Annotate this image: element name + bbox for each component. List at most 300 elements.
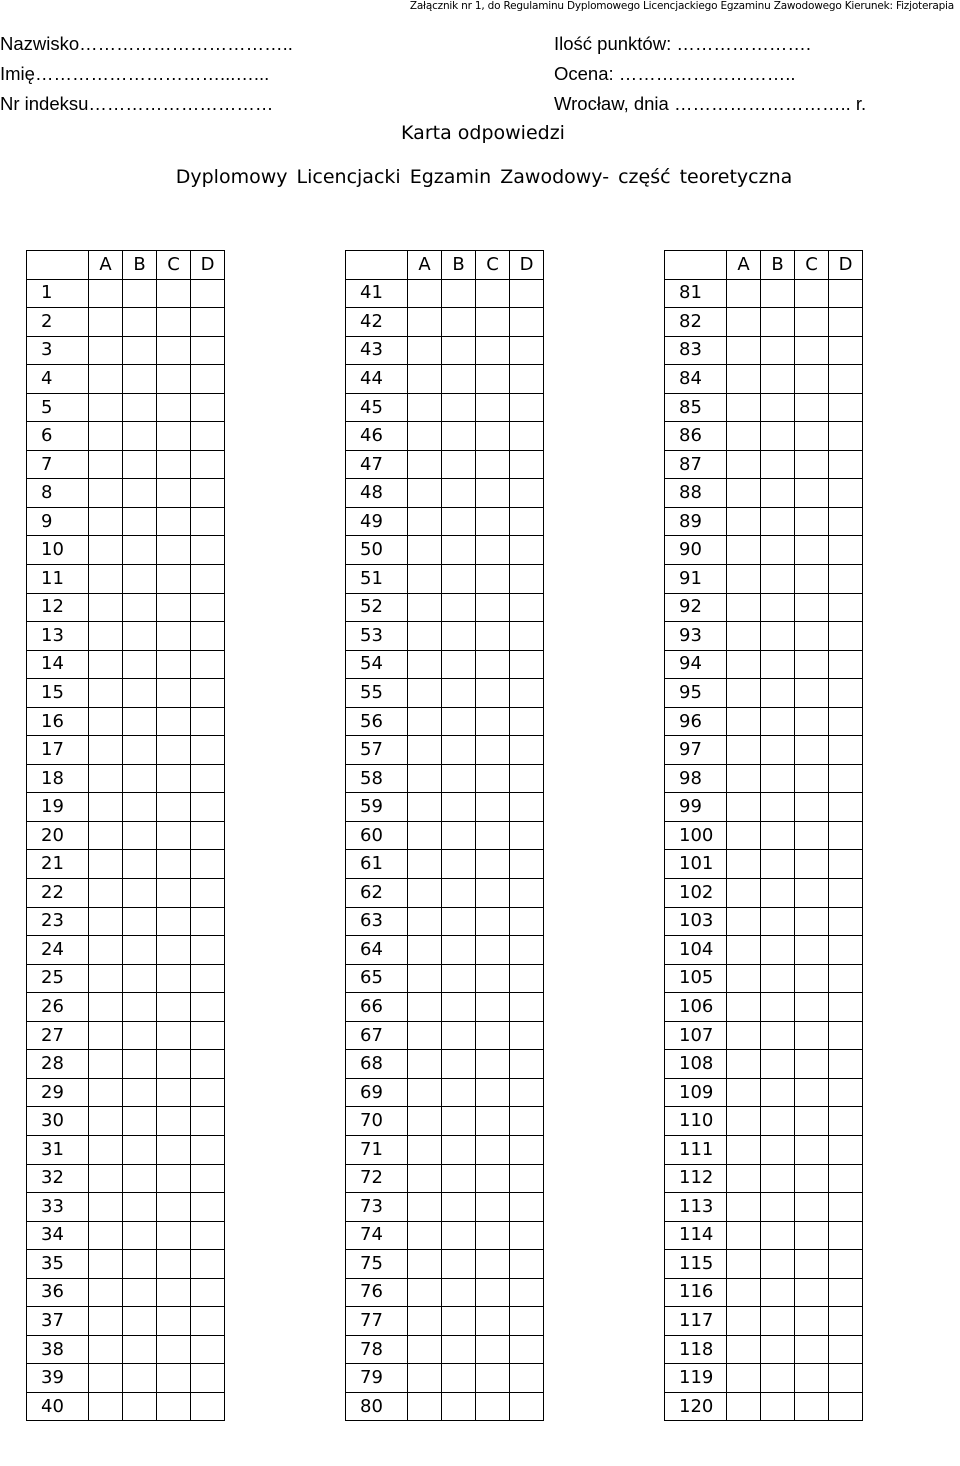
answer-cell-c[interactable] [476,907,510,936]
answer-cell-c[interactable] [795,308,829,337]
answer-cell-c[interactable] [157,336,191,365]
answer-cell-c[interactable] [157,1078,191,1107]
answer-cell-b[interactable] [123,964,157,993]
answer-cell-d[interactable] [829,964,863,993]
grade-field[interactable]: Ocena: ……………………….. [554,63,796,84]
answer-cell-b[interactable] [442,907,476,936]
answer-cell-c[interactable] [795,1164,829,1193]
answer-cell-a[interactable] [408,1021,442,1050]
answer-cell-a[interactable] [89,764,123,793]
answer-cell-b[interactable] [123,308,157,337]
answer-cell-b[interactable] [123,565,157,594]
answer-cell-d[interactable] [510,1221,544,1250]
answer-cell-b[interactable] [123,536,157,565]
answer-cell-d[interactable] [510,793,544,822]
answer-cell-b[interactable] [442,1078,476,1107]
answer-cell-a[interactable] [89,393,123,422]
answer-cell-b[interactable] [442,993,476,1022]
answer-cell-a[interactable] [408,393,442,422]
answer-cell-c[interactable] [476,593,510,622]
answer-cell-d[interactable] [191,707,225,736]
answer-cell-a[interactable] [89,279,123,308]
answer-cell-d[interactable] [829,1107,863,1136]
answer-cell-d[interactable] [829,308,863,337]
answer-cell-d[interactable] [829,622,863,651]
answer-cell-d[interactable] [829,650,863,679]
answer-cell-a[interactable] [408,793,442,822]
answer-cell-d[interactable] [510,707,544,736]
answer-cell-d[interactable] [191,1050,225,1079]
answer-cell-c[interactable] [795,1050,829,1079]
answer-cell-c[interactable] [157,650,191,679]
answer-cell-b[interactable] [761,622,795,651]
answer-cell-c[interactable] [157,479,191,508]
answer-cell-b[interactable] [761,879,795,908]
answer-cell-a[interactable] [89,1135,123,1164]
answer-cell-a[interactable] [408,622,442,651]
answer-cell-b[interactable] [123,821,157,850]
answer-cell-d[interactable] [510,1135,544,1164]
answer-cell-d[interactable] [191,1307,225,1336]
answer-cell-d[interactable] [191,850,225,879]
answer-cell-b[interactable] [761,565,795,594]
answer-cell-c[interactable] [157,850,191,879]
answer-cell-b[interactable] [123,1135,157,1164]
answer-cell-c[interactable] [795,821,829,850]
answer-cell-c[interactable] [476,764,510,793]
answer-cell-c[interactable] [157,707,191,736]
answer-cell-b[interactable] [123,1164,157,1193]
answer-cell-d[interactable] [510,736,544,765]
answer-cell-a[interactable] [408,879,442,908]
answer-cell-b[interactable] [761,479,795,508]
answer-cell-c[interactable] [476,1335,510,1364]
answer-cell-d[interactable] [829,707,863,736]
answer-cell-c[interactable] [795,365,829,394]
answer-cell-c[interactable] [157,1307,191,1336]
answer-cell-a[interactable] [408,1364,442,1393]
answer-cell-a[interactable] [727,821,761,850]
answer-cell-b[interactable] [761,1250,795,1279]
answer-cell-b[interactable] [442,821,476,850]
answer-cell-d[interactable] [829,393,863,422]
answer-cell-a[interactable] [727,964,761,993]
answer-cell-b[interactable] [123,1335,157,1364]
answer-cell-b[interactable] [442,622,476,651]
answer-cell-d[interactable] [510,1364,544,1393]
answer-cell-d[interactable] [191,1107,225,1136]
answer-cell-b[interactable] [123,936,157,965]
answer-cell-c[interactable] [157,565,191,594]
answer-cell-b[interactable] [123,1250,157,1279]
answer-cell-b[interactable] [761,593,795,622]
answer-cell-b[interactable] [123,279,157,308]
answer-cell-b[interactable] [442,507,476,536]
answer-cell-b[interactable] [761,536,795,565]
answer-cell-d[interactable] [510,450,544,479]
answer-cell-b[interactable] [123,793,157,822]
answer-cell-b[interactable] [442,308,476,337]
answer-cell-d[interactable] [829,422,863,451]
answer-cell-c[interactable] [795,1078,829,1107]
answer-cell-a[interactable] [727,707,761,736]
answer-cell-c[interactable] [476,565,510,594]
answer-cell-b[interactable] [761,308,795,337]
answer-cell-a[interactable] [89,907,123,936]
answer-cell-a[interactable] [727,1021,761,1050]
answer-cell-a[interactable] [89,1278,123,1307]
answer-cell-c[interactable] [476,707,510,736]
answer-cell-a[interactable] [408,479,442,508]
answer-cell-d[interactable] [510,308,544,337]
answer-cell-c[interactable] [157,736,191,765]
answer-cell-a[interactable] [727,336,761,365]
answer-cell-b[interactable] [442,1392,476,1421]
answer-cell-c[interactable] [157,507,191,536]
answer-cell-c[interactable] [476,1250,510,1279]
answer-cell-c[interactable] [476,736,510,765]
answer-cell-d[interactable] [829,479,863,508]
answer-cell-b[interactable] [123,1050,157,1079]
answer-cell-b[interactable] [761,936,795,965]
answer-cell-b[interactable] [761,1364,795,1393]
answer-cell-d[interactable] [191,479,225,508]
answer-cell-d[interactable] [829,507,863,536]
answer-cell-a[interactable] [408,907,442,936]
answer-cell-c[interactable] [795,1193,829,1222]
answer-cell-c[interactable] [795,907,829,936]
answer-cell-d[interactable] [829,879,863,908]
answer-cell-c[interactable] [795,650,829,679]
answer-cell-a[interactable] [89,565,123,594]
answer-cell-a[interactable] [727,565,761,594]
answer-cell-a[interactable] [89,1107,123,1136]
answer-cell-c[interactable] [795,964,829,993]
answer-cell-b[interactable] [123,450,157,479]
answer-cell-a[interactable] [89,650,123,679]
answer-cell-d[interactable] [510,279,544,308]
answer-cell-d[interactable] [191,593,225,622]
answer-cell-d[interactable] [191,336,225,365]
answer-cell-c[interactable] [795,1135,829,1164]
answer-cell-b[interactable] [761,964,795,993]
answer-cell-c[interactable] [795,565,829,594]
answer-cell-b[interactable] [442,1107,476,1136]
answer-cell-b[interactable] [442,422,476,451]
answer-cell-b[interactable] [123,336,157,365]
answer-cell-d[interactable] [829,764,863,793]
answer-cell-b[interactable] [442,936,476,965]
answer-cell-a[interactable] [408,1221,442,1250]
answer-cell-b[interactable] [761,365,795,394]
answer-cell-a[interactable] [727,1107,761,1136]
answer-cell-a[interactable] [408,679,442,708]
answer-cell-d[interactable] [829,936,863,965]
answer-cell-d[interactable] [829,565,863,594]
answer-cell-c[interactable] [476,1135,510,1164]
answer-cell-b[interactable] [123,1193,157,1222]
answer-cell-c[interactable] [795,593,829,622]
answer-cell-b[interactable] [123,393,157,422]
answer-cell-c[interactable] [476,1193,510,1222]
answer-cell-c[interactable] [157,1193,191,1222]
city-date-field[interactable]: Wrocław, dnia ……………………….. r. [554,93,867,114]
answer-cell-c[interactable] [157,1021,191,1050]
answer-cell-c[interactable] [476,821,510,850]
answer-cell-a[interactable] [408,964,442,993]
answer-cell-c[interactable] [795,1021,829,1050]
answer-cell-d[interactable] [191,1250,225,1279]
answer-cell-b[interactable] [761,736,795,765]
answer-cell-c[interactable] [795,422,829,451]
answer-cell-a[interactable] [89,793,123,822]
answer-cell-c[interactable] [795,850,829,879]
answer-cell-b[interactable] [761,450,795,479]
answer-cell-a[interactable] [89,336,123,365]
answer-cell-d[interactable] [510,964,544,993]
answer-cell-d[interactable] [191,879,225,908]
answer-cell-a[interactable] [727,850,761,879]
answer-cell-d[interactable] [829,1135,863,1164]
answer-cell-b[interactable] [442,1335,476,1364]
answer-cell-d[interactable] [829,536,863,565]
answer-cell-a[interactable] [727,1250,761,1279]
answer-cell-c[interactable] [476,850,510,879]
answer-cell-a[interactable] [727,479,761,508]
answer-cell-a[interactable] [89,622,123,651]
answer-cell-a[interactable] [727,1307,761,1336]
answer-cell-a[interactable] [89,593,123,622]
answer-cell-d[interactable] [510,1250,544,1279]
answer-cell-a[interactable] [408,336,442,365]
answer-cell-b[interactable] [761,422,795,451]
answer-cell-a[interactable] [727,1050,761,1079]
answer-cell-d[interactable] [510,764,544,793]
answer-cell-b[interactable] [442,1221,476,1250]
answer-cell-d[interactable] [191,793,225,822]
answer-cell-d[interactable] [829,593,863,622]
answer-cell-a[interactable] [727,1193,761,1222]
answer-cell-a[interactable] [727,1392,761,1421]
answer-cell-d[interactable] [510,1050,544,1079]
answer-cell-b[interactable] [442,850,476,879]
answer-cell-b[interactable] [442,393,476,422]
answer-cell-d[interactable] [191,1392,225,1421]
answer-cell-a[interactable] [408,1164,442,1193]
surname-field[interactable]: Nazwisko…………………………….. [0,33,293,54]
answer-cell-a[interactable] [89,450,123,479]
answer-cell-d[interactable] [829,821,863,850]
answer-cell-a[interactable] [408,1307,442,1336]
answer-cell-b[interactable] [761,707,795,736]
answer-cell-c[interactable] [795,993,829,1022]
answer-cell-d[interactable] [191,936,225,965]
answer-cell-a[interactable] [89,850,123,879]
answer-cell-d[interactable] [510,1335,544,1364]
answer-cell-d[interactable] [510,422,544,451]
answer-cell-a[interactable] [727,879,761,908]
answer-cell-c[interactable] [476,936,510,965]
answer-cell-c[interactable] [795,1278,829,1307]
answer-cell-d[interactable] [191,1364,225,1393]
answer-cell-c[interactable] [795,736,829,765]
answer-cell-a[interactable] [408,650,442,679]
answer-cell-c[interactable] [157,279,191,308]
answer-cell-d[interactable] [191,1221,225,1250]
answer-cell-a[interactable] [89,1193,123,1222]
answer-cell-a[interactable] [89,1021,123,1050]
answer-cell-c[interactable] [476,422,510,451]
answer-cell-c[interactable] [795,450,829,479]
points-field[interactable]: Ilość punktów: …………………. [554,33,812,54]
answer-cell-b[interactable] [442,1250,476,1279]
answer-cell-a[interactable] [408,707,442,736]
answer-cell-b[interactable] [442,1193,476,1222]
answer-cell-b[interactable] [442,1278,476,1307]
answer-cell-c[interactable] [157,679,191,708]
answer-cell-a[interactable] [727,1164,761,1193]
answer-cell-b[interactable] [761,793,795,822]
answer-cell-a[interactable] [727,736,761,765]
answer-cell-d[interactable] [829,1221,863,1250]
answer-cell-a[interactable] [408,536,442,565]
answer-cell-a[interactable] [727,1221,761,1250]
answer-cell-b[interactable] [123,707,157,736]
answer-cell-a[interactable] [89,422,123,451]
answer-cell-d[interactable] [510,536,544,565]
answer-cell-d[interactable] [829,907,863,936]
answer-cell-a[interactable] [727,993,761,1022]
answer-cell-c[interactable] [476,479,510,508]
answer-cell-a[interactable] [408,1078,442,1107]
answer-cell-b[interactable] [442,593,476,622]
answer-cell-d[interactable] [510,1307,544,1336]
answer-cell-b[interactable] [761,821,795,850]
answer-cell-d[interactable] [829,1278,863,1307]
answer-cell-c[interactable] [795,679,829,708]
answer-cell-d[interactable] [829,1193,863,1222]
answer-cell-a[interactable] [89,1050,123,1079]
answer-cell-d[interactable] [191,279,225,308]
answer-cell-c[interactable] [476,279,510,308]
answer-cell-a[interactable] [727,507,761,536]
answer-cell-a[interactable] [727,679,761,708]
answer-cell-b[interactable] [761,650,795,679]
answer-cell-d[interactable] [829,365,863,394]
answer-cell-c[interactable] [476,1221,510,1250]
answer-cell-d[interactable] [191,679,225,708]
answer-cell-b[interactable] [761,336,795,365]
answer-cell-b[interactable] [761,1078,795,1107]
answer-cell-b[interactable] [761,1135,795,1164]
answer-cell-a[interactable] [408,1050,442,1079]
answer-cell-a[interactable] [408,936,442,965]
answer-cell-d[interactable] [510,821,544,850]
answer-cell-c[interactable] [795,879,829,908]
answer-cell-c[interactable] [795,707,829,736]
answer-cell-c[interactable] [795,1250,829,1279]
answer-cell-c[interactable] [795,1364,829,1393]
answer-cell-b[interactable] [761,764,795,793]
answer-cell-d[interactable] [829,1021,863,1050]
answer-cell-d[interactable] [510,907,544,936]
answer-cell-c[interactable] [476,1392,510,1421]
answer-cell-d[interactable] [191,907,225,936]
answer-cell-a[interactable] [727,793,761,822]
answer-cell-a[interactable] [89,821,123,850]
answer-cell-a[interactable] [727,650,761,679]
answer-cell-d[interactable] [191,422,225,451]
answer-cell-b[interactable] [123,593,157,622]
answer-cell-d[interactable] [510,993,544,1022]
answer-cell-a[interactable] [727,308,761,337]
answer-cell-b[interactable] [761,1392,795,1421]
answer-cell-d[interactable] [191,1078,225,1107]
answer-cell-b[interactable] [442,736,476,765]
answer-cell-d[interactable] [829,1164,863,1193]
answer-cell-c[interactable] [795,393,829,422]
answer-cell-b[interactable] [123,1107,157,1136]
answer-cell-d[interactable] [510,936,544,965]
answer-cell-d[interactable] [829,993,863,1022]
answer-cell-d[interactable] [191,736,225,765]
answer-cell-c[interactable] [157,450,191,479]
answer-cell-a[interactable] [89,1364,123,1393]
answer-cell-a[interactable] [727,1278,761,1307]
answer-cell-a[interactable] [408,1107,442,1136]
answer-cell-b[interactable] [442,279,476,308]
answer-cell-b[interactable] [123,507,157,536]
answer-cell-d[interactable] [510,1392,544,1421]
answer-cell-c[interactable] [476,1078,510,1107]
answer-cell-c[interactable] [476,1021,510,1050]
answer-cell-b[interactable] [123,993,157,1022]
answer-cell-b[interactable] [123,764,157,793]
answer-cell-b[interactable] [442,450,476,479]
answer-cell-b[interactable] [442,479,476,508]
answer-cell-c[interactable] [476,450,510,479]
answer-cell-b[interactable] [442,336,476,365]
answer-cell-b[interactable] [123,1221,157,1250]
answer-cell-c[interactable] [476,393,510,422]
answer-cell-c[interactable] [476,993,510,1022]
answer-cell-b[interactable] [442,565,476,594]
answer-cell-d[interactable] [829,450,863,479]
answer-cell-a[interactable] [89,964,123,993]
answer-cell-b[interactable] [442,879,476,908]
answer-cell-c[interactable] [157,1335,191,1364]
answer-cell-a[interactable] [727,1078,761,1107]
answer-cell-d[interactable] [191,565,225,594]
answer-cell-a[interactable] [408,1250,442,1279]
answer-cell-a[interactable] [727,907,761,936]
answer-cell-a[interactable] [408,821,442,850]
answer-cell-d[interactable] [510,507,544,536]
answer-cell-d[interactable] [829,1050,863,1079]
answer-cell-c[interactable] [157,936,191,965]
answer-cell-a[interactable] [89,1392,123,1421]
answer-cell-b[interactable] [442,1307,476,1336]
answer-cell-d[interactable] [191,536,225,565]
answer-cell-a[interactable] [408,422,442,451]
answer-cell-c[interactable] [476,679,510,708]
answer-cell-d[interactable] [191,1193,225,1222]
answer-cell-c[interactable] [157,793,191,822]
answer-cell-a[interactable] [727,536,761,565]
answer-cell-b[interactable] [123,365,157,394]
answer-cell-d[interactable] [191,821,225,850]
answer-cell-a[interactable] [408,1335,442,1364]
